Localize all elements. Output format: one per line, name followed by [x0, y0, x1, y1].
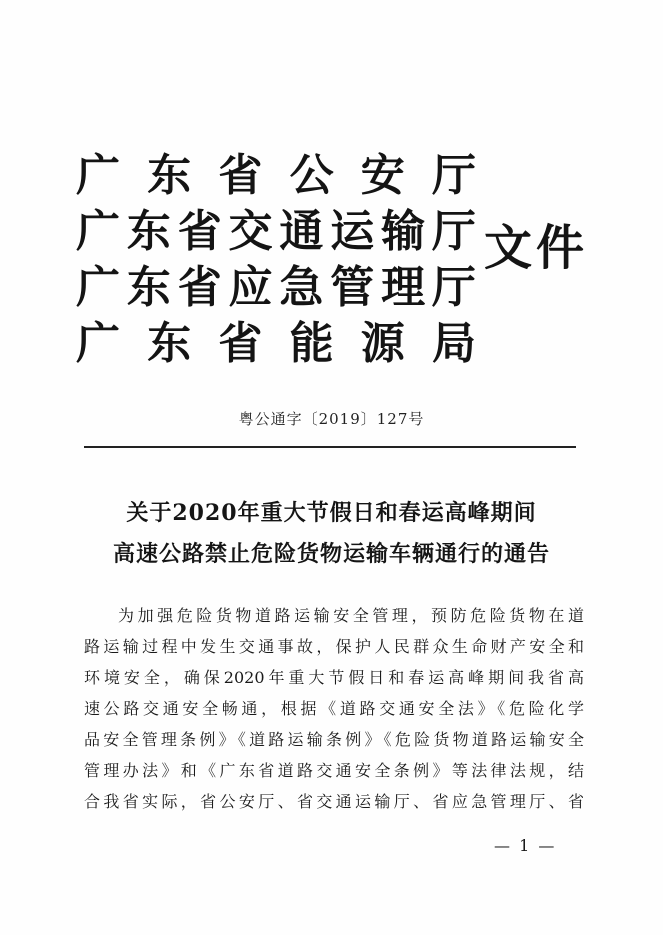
issuing-agencies [76, 148, 476, 372]
agency-energy-bureau [76, 316, 476, 372]
agency-char: 广 [76, 262, 120, 313]
body-text [84, 600, 584, 817]
body-line: 环境安全，确保2020年重大节假日和春运高峰期间我省高 [84, 668, 584, 687]
agency-char: 能 [289, 318, 334, 369]
document-number: 粤公通字〔2019〕127号 [238, 410, 425, 428]
agency-char: 通 [279, 206, 324, 257]
agency-char: 源 [360, 318, 405, 369]
agency-emergency-management [76, 260, 476, 316]
agency-char: 省 [218, 318, 263, 369]
header-divider [84, 446, 576, 448]
agency-char: 省 [177, 206, 222, 257]
body-line: 合我省实际，省公安厅、省交通运输厅、省应急管理厅、省 [84, 792, 584, 811]
body-line: 路运输过程中发生交通事故，保护人民群众生命财产安全和 [84, 637, 584, 656]
document-word: 文件 [484, 220, 589, 276]
body-line: 管理办法》和《广东省道路交通安全条例》等法律法规，结 [84, 761, 584, 780]
agency-char: 局 [431, 318, 476, 369]
agency-char: 运 [330, 206, 375, 257]
agency-char: 省 [177, 262, 222, 313]
agency-char: 东 [126, 206, 171, 257]
agency-char: 管 [330, 262, 375, 313]
body-line: 速公路交通安全畅通，根据《道路交通安全法》《危险化学 [84, 699, 584, 718]
agency-char: 交 [228, 206, 273, 257]
agency-char: 省 [218, 150, 263, 201]
agency-char: 输 [381, 206, 426, 257]
agency-char: 应 [228, 262, 273, 313]
body-line: 为加强危险货物道路运输安全管理，预防危险货物在道 [118, 606, 584, 625]
agency-char: 广 [76, 206, 120, 257]
agency-char: 理 [381, 262, 426, 313]
agency-char: 东 [126, 262, 171, 313]
agency-char: 公 [289, 150, 334, 201]
notice-title-line-1: 关于2020年重大节假日和春运高峰期间 [126, 500, 537, 526]
notice-title-line-2: 高速公路禁止危险货物运输车辆通行的通告 [112, 541, 550, 567]
agency-public-security [76, 148, 476, 204]
agency-char: 急 [279, 262, 324, 313]
agency-char: 东 [147, 318, 192, 369]
agency-char: 厅 [431, 150, 476, 201]
body-line: 品安全管理条例》《道路运输条例》《危险货物道路运输安全 [84, 730, 584, 749]
agency-char: 广 [76, 150, 120, 201]
agency-char: 安 [360, 150, 405, 201]
page-number: — 1 — [494, 836, 557, 855]
agency-char: 东 [147, 150, 192, 201]
agency-char: 厅 [431, 262, 476, 313]
agency-char: 厅 [431, 206, 476, 257]
agency-char: 广 [76, 318, 120, 369]
agency-transport [76, 204, 476, 260]
